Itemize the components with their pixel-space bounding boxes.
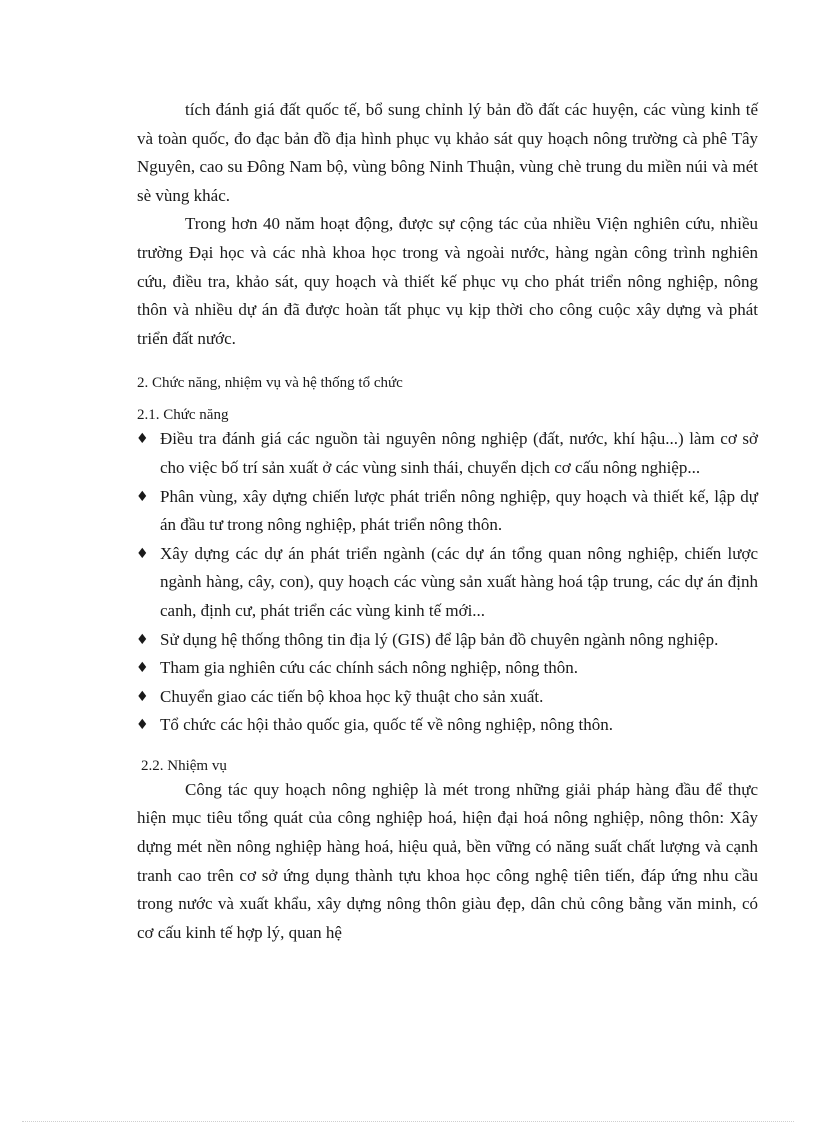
diamond-bullet-icon: ♦ <box>136 431 149 448</box>
list-item <box>137 711 758 740</box>
diamond-bullet-icon: ♦ <box>136 688 149 705</box>
intro-paragraph-2: Trong hơn 40 năm hoạt động, được sự cộng tác của nhiều Viện nghiên cứu, nhiều trường Đại học và các nhà khoa học trong và ngoài nước, hàng ngàn công trình nghiên cứu, điều tra, khảo sát, quy hoạch và thiết kế phục vụ cho phát triển nông nghiệp, nông thôn và nhiều dự án đã được hoàn tất phục vụ kịp thời cho công cuộc xây dựng và phát triển đất nước. <box>137 214 758 348</box>
page-bottom-divider <box>22 1121 794 1122</box>
list-item <box>137 425 758 482</box>
list-item-text: Phân vùng, xây dựng chiến lược phát triển nông nghiệp, quy hoạch và thiết kế, lập dự án đầu tư trong nông nghiệp, phát triển nông thôn. <box>160 486 758 535</box>
functions-list <box>137 425 758 740</box>
list-item <box>137 626 758 655</box>
diamond-bullet-icon: ♦ <box>136 488 149 505</box>
list-item-text: Chuyển giao các tiến bộ khoa học kỹ thuật cho sản xuất. <box>160 686 544 706</box>
list-item <box>137 540 758 626</box>
list-item <box>137 483 758 540</box>
list-item-text: Điều tra đánh giá các nguồn tài nguyên nông nghiệp (đất, nước, khí hậu...) làm cơ sở cho việc bố trí sản xuất ở các vùng sinh thái, chuyển dịch cơ cấu nông nghiệp... <box>160 429 758 477</box>
section-2-1-heading: 2.1. Chức năng <box>137 407 229 424</box>
list-item-text: Sử dụng hệ thống thông tin địa lý (GIS) để lập bản đồ chuyên ngành nông nghiệp. <box>160 629 719 649</box>
list-item <box>137 654 758 683</box>
diamond-bullet-icon: ♦ <box>136 717 149 734</box>
section-2-2-paragraph: Công tác quy hoạch nông nghiệp là mét trong những giải pháp hàng đầu để thực hiện mục tiêu tổng quát của công nghiệp hoá, hiện đại hoá nông nghiệp, nông thôn: Xây dựng mét nền nông nghiệp hàng hoá, hiệu quả, bền vững có năng suất chất lượng và cạnh tranh cao trên cơ sở ứng dụng thành tựu khoa học công nghệ tiên tiến, đáp ứng nhu cầu trong nước và xuất khẩu, xây dựng nông thôn giàu đẹp, dân chủ công bằng văn minh, có cơ cấu kinh tế hợp lý, quan hệ <box>137 779 758 942</box>
diamond-bullet-icon: ♦ <box>136 631 149 648</box>
diamond-bullet-icon: ♦ <box>136 660 149 677</box>
section-2-2-heading: 2.2. Nhiệm vụ <box>141 757 227 774</box>
list-item <box>137 683 758 712</box>
list-item-text: Tham gia nghiên cứu các chính sách nông nghiệp, nông thôn. <box>160 658 579 678</box>
list-item-text: Tổ chức các hội thảo quốc gia, quốc tế về nông nghiệp, nông thôn. <box>160 715 613 735</box>
intro-paragraph-1: tích đánh giá đất quốc tế, bổ sung chỉnh lý bản đồ đất các huyện, các vùng kinh tế và toàn quốc, đo đạc bản đồ địa hình phục vụ khảo sát quy hoạch nông trường cà phê Tây Nguyên, cao su Đông Nam bộ, vùng bông Ninh Thuận, vùng chè trung du miền núi và mét sè vùng khác. <box>137 100 758 205</box>
section-2-heading: 2. Chức năng, nhiệm vụ và hệ thống tổ chức <box>137 375 403 392</box>
diamond-bullet-icon: ♦ <box>136 545 149 562</box>
document-page <box>137 96 758 947</box>
list-item-text: Xây dựng các dự án phát triển ngành (các dự án tổng quan nông nghiệp, chiến lược ngành hàng, cây, con), quy hoạch các vùng sản xuất hàng hoá tập trung, các dự án định canh, định cư, phát triển các vùng kinh tế mới... <box>160 543 758 620</box>
